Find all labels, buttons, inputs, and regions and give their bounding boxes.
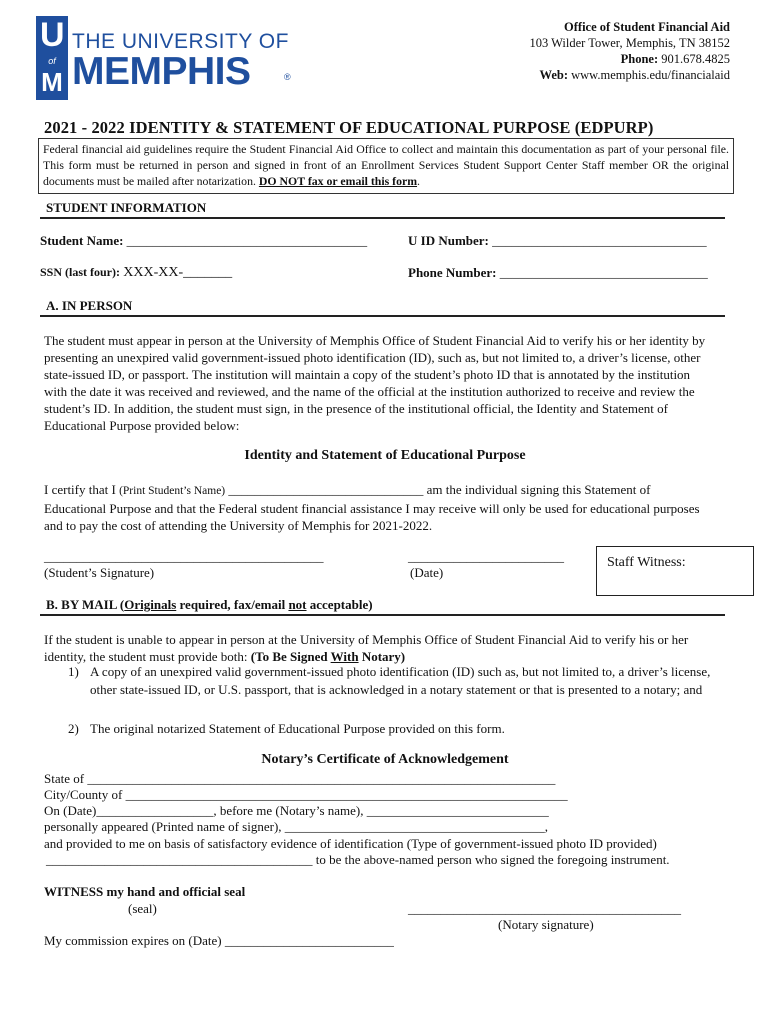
- office-address-block: [529, 19, 730, 83]
- student-name-field[interactable]: [40, 233, 367, 249]
- notary-date-line[interactable]: On (Date)__________________, before me (Notary’s name), ____________________________: [44, 803, 549, 818]
- section-b-text-pre: If the student is unable to appear in person at the University of Memphis Office of Student Financial Aid to verify his or her identity, the student must provide both:: [44, 632, 689, 664]
- intro-box: Federal financial aid guidelines require the Student Financial Aid Office to collect and maintain this documentation as part of your personal file. This form must be returned in person and signed in front of an Enrollment Services Student Support Center Staff member OR the original documents must be mailed after notarization. DO NOT fax or email this form.: [38, 138, 734, 194]
- staff-witness-label: Staff Witness:: [607, 555, 686, 570]
- notary-id-type-post: to be the above-named person who signed the foregoing instrument.: [315, 852, 670, 867]
- uid-field[interactable]: [408, 233, 707, 249]
- logo-letter-m: M: [41, 67, 63, 97]
- ssn-value: XXX-XX-_______: [123, 265, 233, 280]
- section-a-text: The student must appear in person at the University of Memphis Office of Student Financial Aid to verify his or her identity by presenting an unexpired valid government-issued photo identification (ID), such as, but not limited to, a driver’s license, other state-issued ID, or passport. The institution will maintain a copy of the student’s photo ID that is annotated by the institution with the date it was received and reviewed, and the name of the official at the institution authorized to receive and review the student’s ID. In addition, the student must sign, in the presence of the institutional official, the Identity and Statement of Educational Purpose provided below:: [44, 333, 706, 433]
- ssn-field[interactable]: [40, 264, 232, 281]
- phone-line: ________________________________: [499, 265, 708, 280]
- section-b-text-bold-pre: (To Be Signed: [250, 649, 331, 664]
- section-b-heading-mid: required, fax/email: [176, 597, 289, 612]
- certify-post: am the individual signing this Statement of Educational Purpose and that the Federal student financial assistance I may receive will only be used for educational purposes and to pay the cost of attending the University of Memphis for 2021-2022.: [44, 482, 700, 533]
- notary-signature-label: (Notary signature): [498, 917, 594, 932]
- notary-signature-line[interactable]: __________________________________________: [408, 901, 681, 916]
- certification-text: [44, 481, 714, 534]
- uid-label: U ID Number:: [408, 233, 489, 248]
- notary-state-line[interactable]: State of ________________________________________________________________________: [44, 771, 556, 786]
- list-item-number-1: 1): [68, 664, 79, 679]
- office-phone-label: Phone:: [620, 52, 659, 66]
- signature-date-line[interactable]: ________________________: [408, 549, 564, 564]
- student-name-line: _____________________________________: [126, 233, 368, 248]
- office-address: 103 Wilder Tower, Memphis, TN 38152: [529, 36, 730, 50]
- logo-registered-mark: ®: [284, 72, 291, 82]
- student-signature-label: (Student’s Signature): [44, 565, 155, 580]
- student-signature-line[interactable]: ___________________________________________: [44, 549, 324, 564]
- divider: [40, 217, 725, 219]
- divider: [40, 315, 725, 317]
- certify-name-line[interactable]: ______________________________: [228, 482, 424, 497]
- section-b-heading: [46, 597, 373, 613]
- staff-witness-box[interactable]: [596, 546, 754, 596]
- section-b-heading-not: not: [288, 597, 307, 612]
- intro-warning: DO NOT fax or email this form: [258, 174, 418, 188]
- certify-hint: (Print Student’s Name): [119, 485, 226, 497]
- section-b-text-bold-with: With: [330, 649, 359, 664]
- phone-field[interactable]: [408, 265, 708, 281]
- office-name: Office of Student Financial Aid: [564, 20, 730, 34]
- office-web: www.memphis.edu/financialaid: [571, 68, 730, 82]
- logo-text-line2: MEMPHIS: [72, 50, 251, 93]
- divider: [40, 614, 725, 616]
- section-b-text-bold-post: Notary): [358, 649, 406, 664]
- notary-provided-text: and provided to me on basis of satisfactory evidence of identification (Type of government-issued photo ID provided): [44, 836, 657, 851]
- section-b-heading-originals: Originals: [124, 597, 177, 612]
- certify-pre: I certify that I: [44, 482, 116, 497]
- office-web-label: Web:: [539, 68, 568, 82]
- notary-appeared-line[interactable]: personally appeared (Printed name of signer), ________________________________________,: [44, 819, 549, 834]
- list-item-1: A copy of an unexpired valid government-issued photo identification (ID) such as, but not limited to, a driver’s license, other state-issued ID, or U.S. passport, that is acknowledged in a notary statement or that is presented to a notary; and: [90, 664, 711, 697]
- ssn-label: SSN (last four):: [40, 265, 120, 279]
- notary-heading: Notary’s Certificate of Acknowledgement: [261, 752, 509, 767]
- section-b-text: [44, 631, 719, 665]
- notary-witness-text: WITNESS my hand and official seal: [44, 884, 246, 899]
- list-item-number-2: 2): [68, 721, 79, 736]
- uid-line: _________________________________: [492, 233, 707, 248]
- phone-label: Phone Number:: [408, 265, 497, 280]
- notary-seal-label: (seal): [128, 901, 157, 916]
- section-b-heading-pre: B. BY MAIL (: [46, 597, 125, 612]
- list-item-2: The original notarized Statement of Educational Purpose provided on this form.: [90, 721, 505, 736]
- signature-date-label: (Date): [410, 565, 444, 580]
- office-phone: 901.678.4825: [661, 52, 730, 66]
- student-name-label: Student Name:: [40, 233, 124, 248]
- intro-text: Federal financial aid guidelines require the Student Financial Aid Office to collect and maintain this documentation as part of your personal file. This form must be returned in person and signed in front of an Enrollment Services Student Support Center Staff member OR the original documents must be mailed after notarization.: [43, 142, 729, 188]
- identity-statement-heading: Identity and Statement of Educational Purpose: [244, 448, 526, 463]
- logo-text-line1: THE UNIVERSITY OF: [72, 30, 289, 53]
- notary-county-line[interactable]: City/County of ____________________________________________________________________: [44, 787, 568, 802]
- section-b-heading-post: acceptable): [306, 597, 373, 612]
- notary-id-type-line[interactable]: _________________________________________: [46, 852, 313, 867]
- section-a-heading: A. IN PERSON: [46, 298, 133, 313]
- notary-commission-line[interactable]: My commission expires on (Date) __________________________: [44, 933, 394, 948]
- student-info-heading: STUDENT INFORMATION: [46, 200, 207, 215]
- logo-letter-u: U: [40, 16, 65, 54]
- form-title: 2021 - 2022 IDENTITY & STATEMENT OF EDUCATIONAL PURPOSE (EDPURP): [44, 118, 654, 137]
- notary-id-type: [46, 851, 670, 868]
- logo-letter-of: of: [48, 56, 56, 66]
